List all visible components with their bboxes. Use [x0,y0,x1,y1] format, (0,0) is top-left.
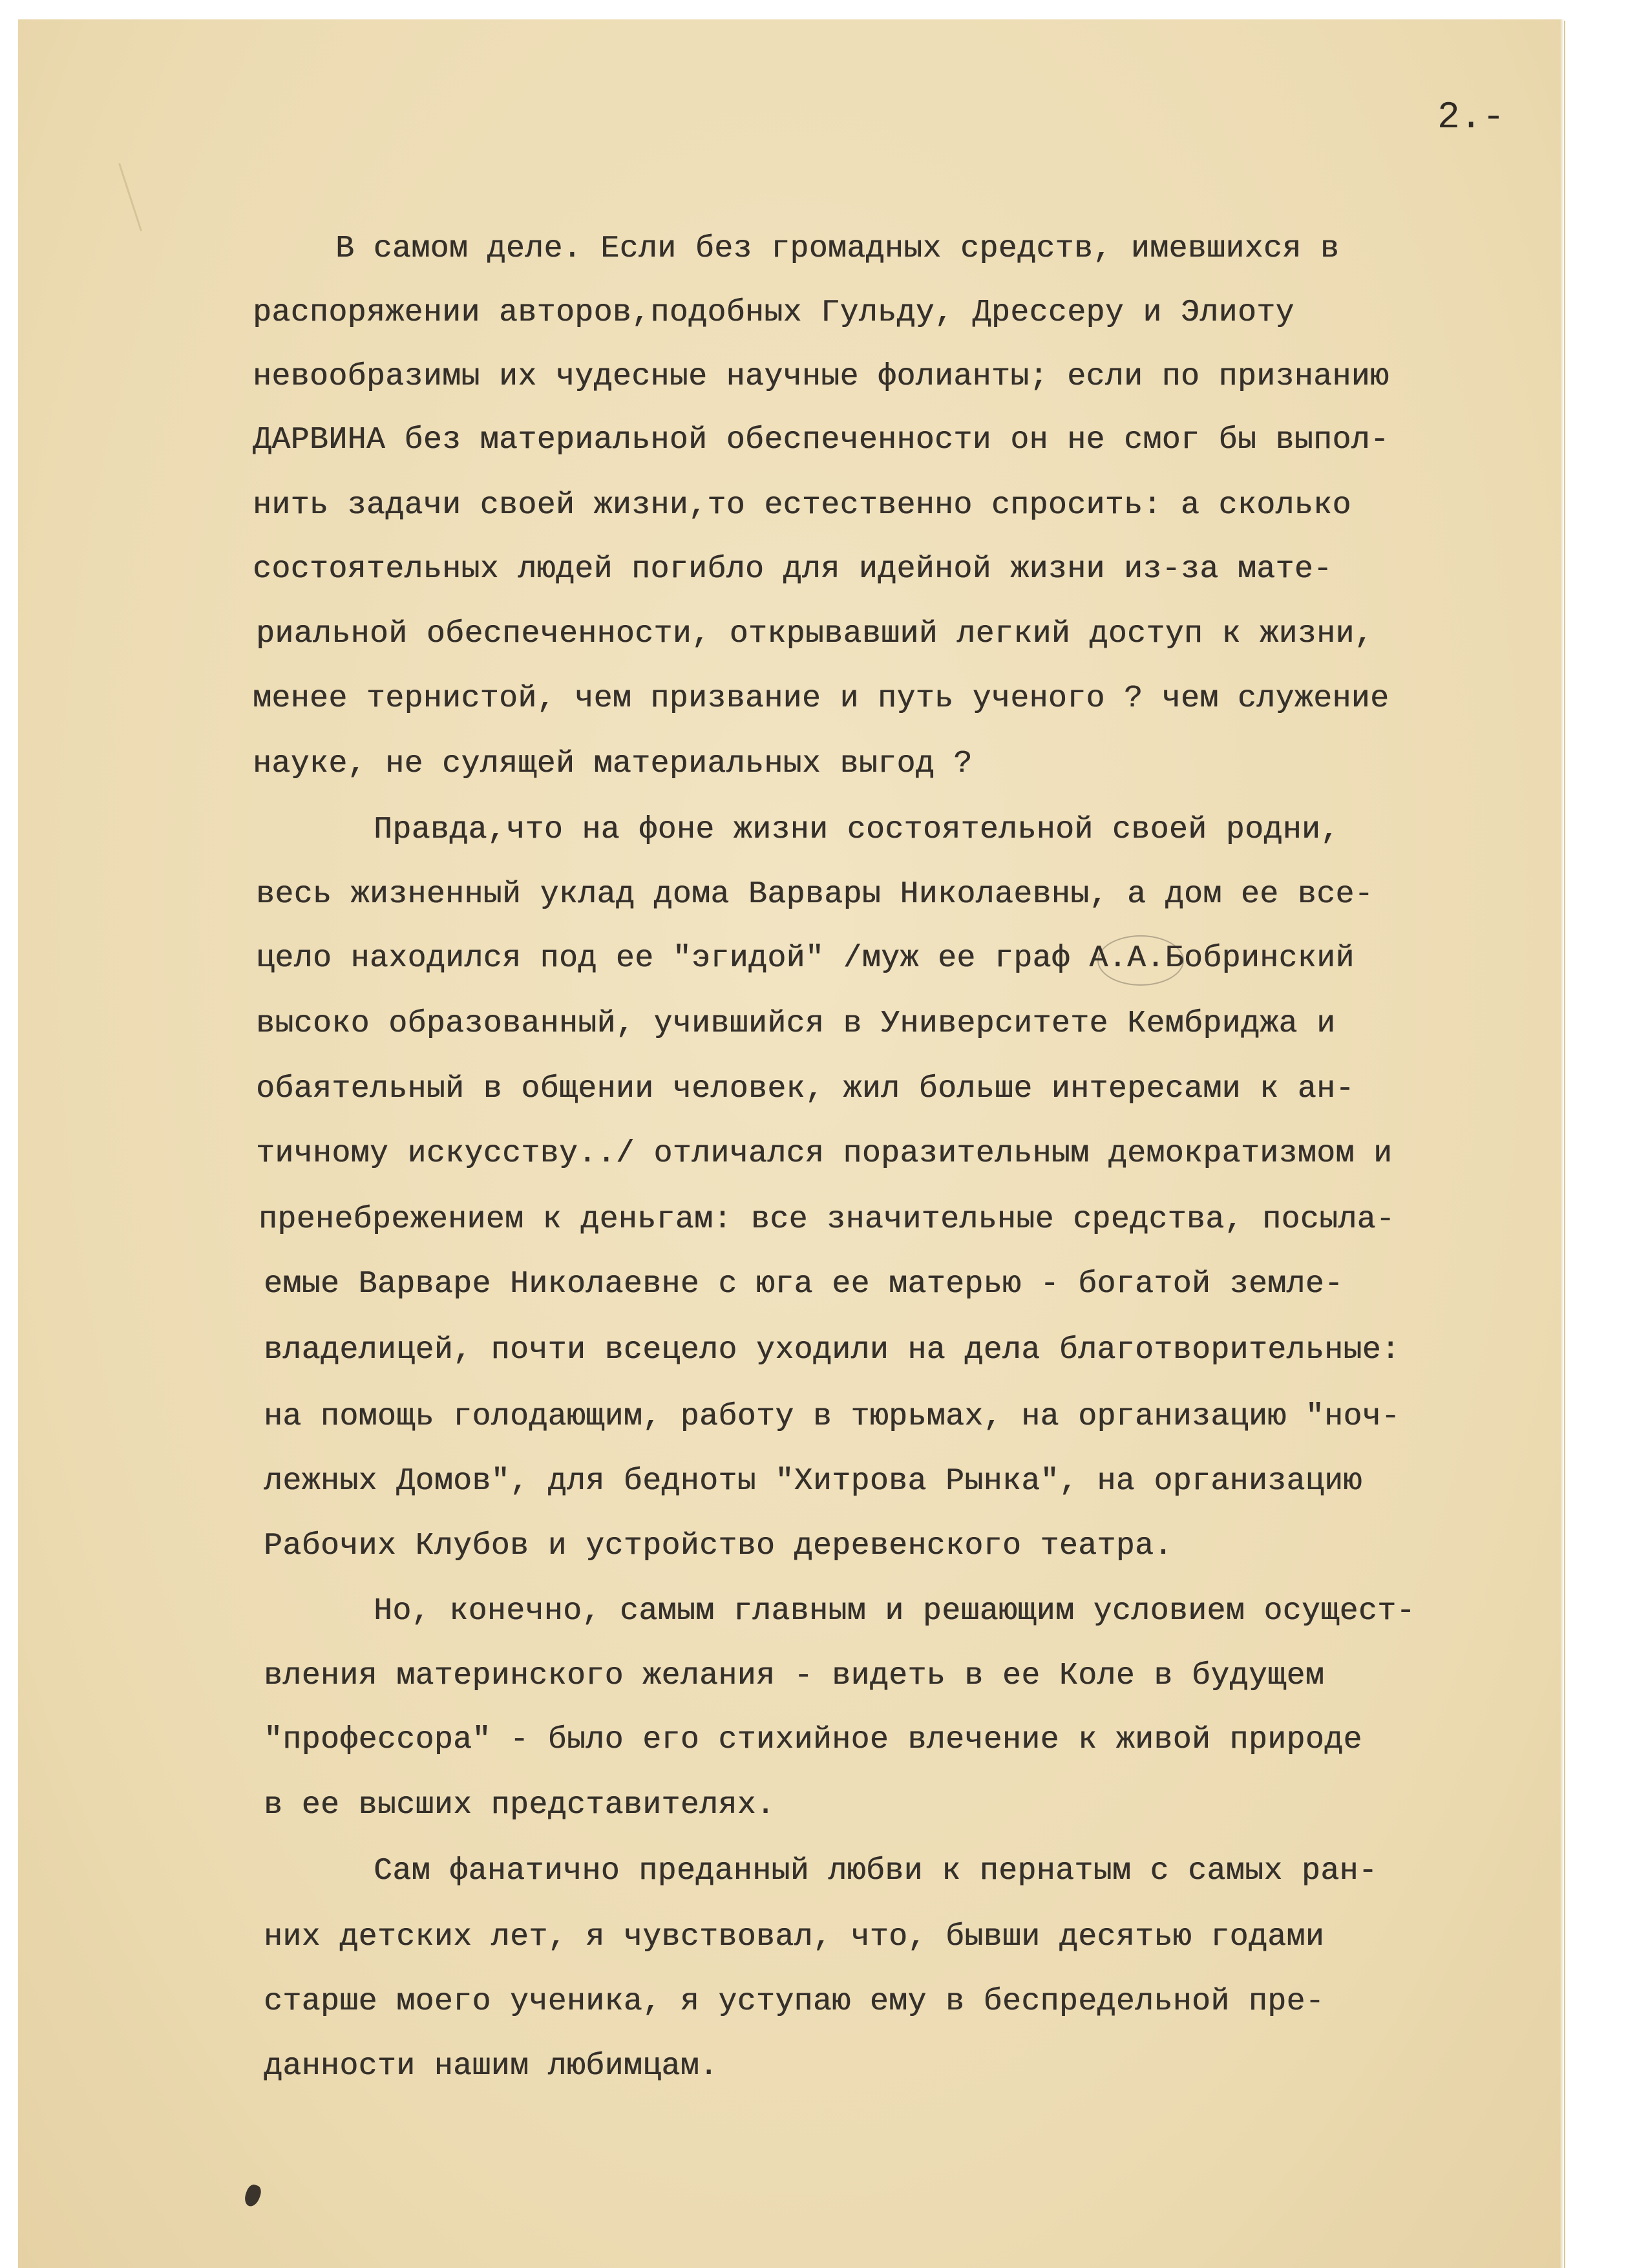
paper-edge [1560,19,1564,2268]
text-line: вления материнского желания - видеть в ее Коле в будущем [264,1659,1325,1693]
text-line: менее тернистой, чем призвание и путь ученого ? чем служение [253,681,1389,716]
text-line: риальной обеспеченности, открывавший легкий доступ к жизни, [256,617,1373,652]
text-line: цело находился под ее "эгидой" /муж ее граф А.А.Бобринский [256,941,1355,976]
text-line: науке, не сулящей материальных выгод ? [253,747,973,781]
text-line: "профессора" - было его стихийное влечение к живой природе [264,1722,1362,1757]
text-line: пренебрежением к деньгам: все значительные средства, посыла- [259,1202,1395,1237]
text-line: невообразимы их чудесные научные фолианты; если по признанию [253,359,1389,394]
text-line: них детских лет, я чувствовал, что, бывши десятью годами [264,1920,1325,1955]
text-line: лежных Домов", для бедноты "Хитрова Рынка", на организацию [264,1464,1362,1499]
text-line: В самом деле. Если без громадных средств, имевшихся в [335,231,1340,266]
text-line: владелицей, почти всецело уходили на дела благотворительные: [264,1333,1400,1368]
text-line: данности нашим любимцам. [264,2049,719,2084]
text-line: Сам фанатично преданный любви к пернатым с самых ран- [374,1854,1378,1889]
text-line: тичному искусству../ отличался поразительным демократизмом и [256,1136,1393,1171]
text-line: распоряжении авторов,подобных Гульду, Дрессеру и Элиоту [253,295,1294,330]
text-line: емые Варваре Николаевне с юга ее матерью - богатой земле- [264,1267,1344,1302]
text-line: ДАРВИНА без материальной обеспеченности он не смог бы выпол- [253,423,1389,458]
text-line: Но, конечно, самым главным и решающим условием осущест- [374,1594,1415,1629]
text-line: на помощь голодающим, работу в тюрьмах, на организацию "ноч- [264,1399,1400,1434]
text-line: высоко образованный, учившийся в Университете Кембриджа и [256,1006,1336,1041]
text-line: нить задачи своей жизни,то естественно спросить: а сколько [253,488,1351,523]
text-line: Рабочих Клубов и устройство деревенского театра. [264,1529,1173,1563]
text-line: в ее высших представителях. [264,1788,776,1823]
text-line: старше моего ученика, я уступаю ему в беспредельной пре- [264,1984,1325,2019]
text-line: Правда,что на фоне жизни состоятельной своей родни, [374,812,1340,847]
page-number: 2.- [1437,97,1505,139]
text-line: весь жизненный уклад дома Варвары Николаевны, а дом ее все- [256,877,1373,912]
text-line: состоятельных людей погибло для идейной жизни из-за мате- [253,552,1333,587]
text-line: обаятельный в общении человек, жил больше интересами к ан- [256,1072,1355,1107]
